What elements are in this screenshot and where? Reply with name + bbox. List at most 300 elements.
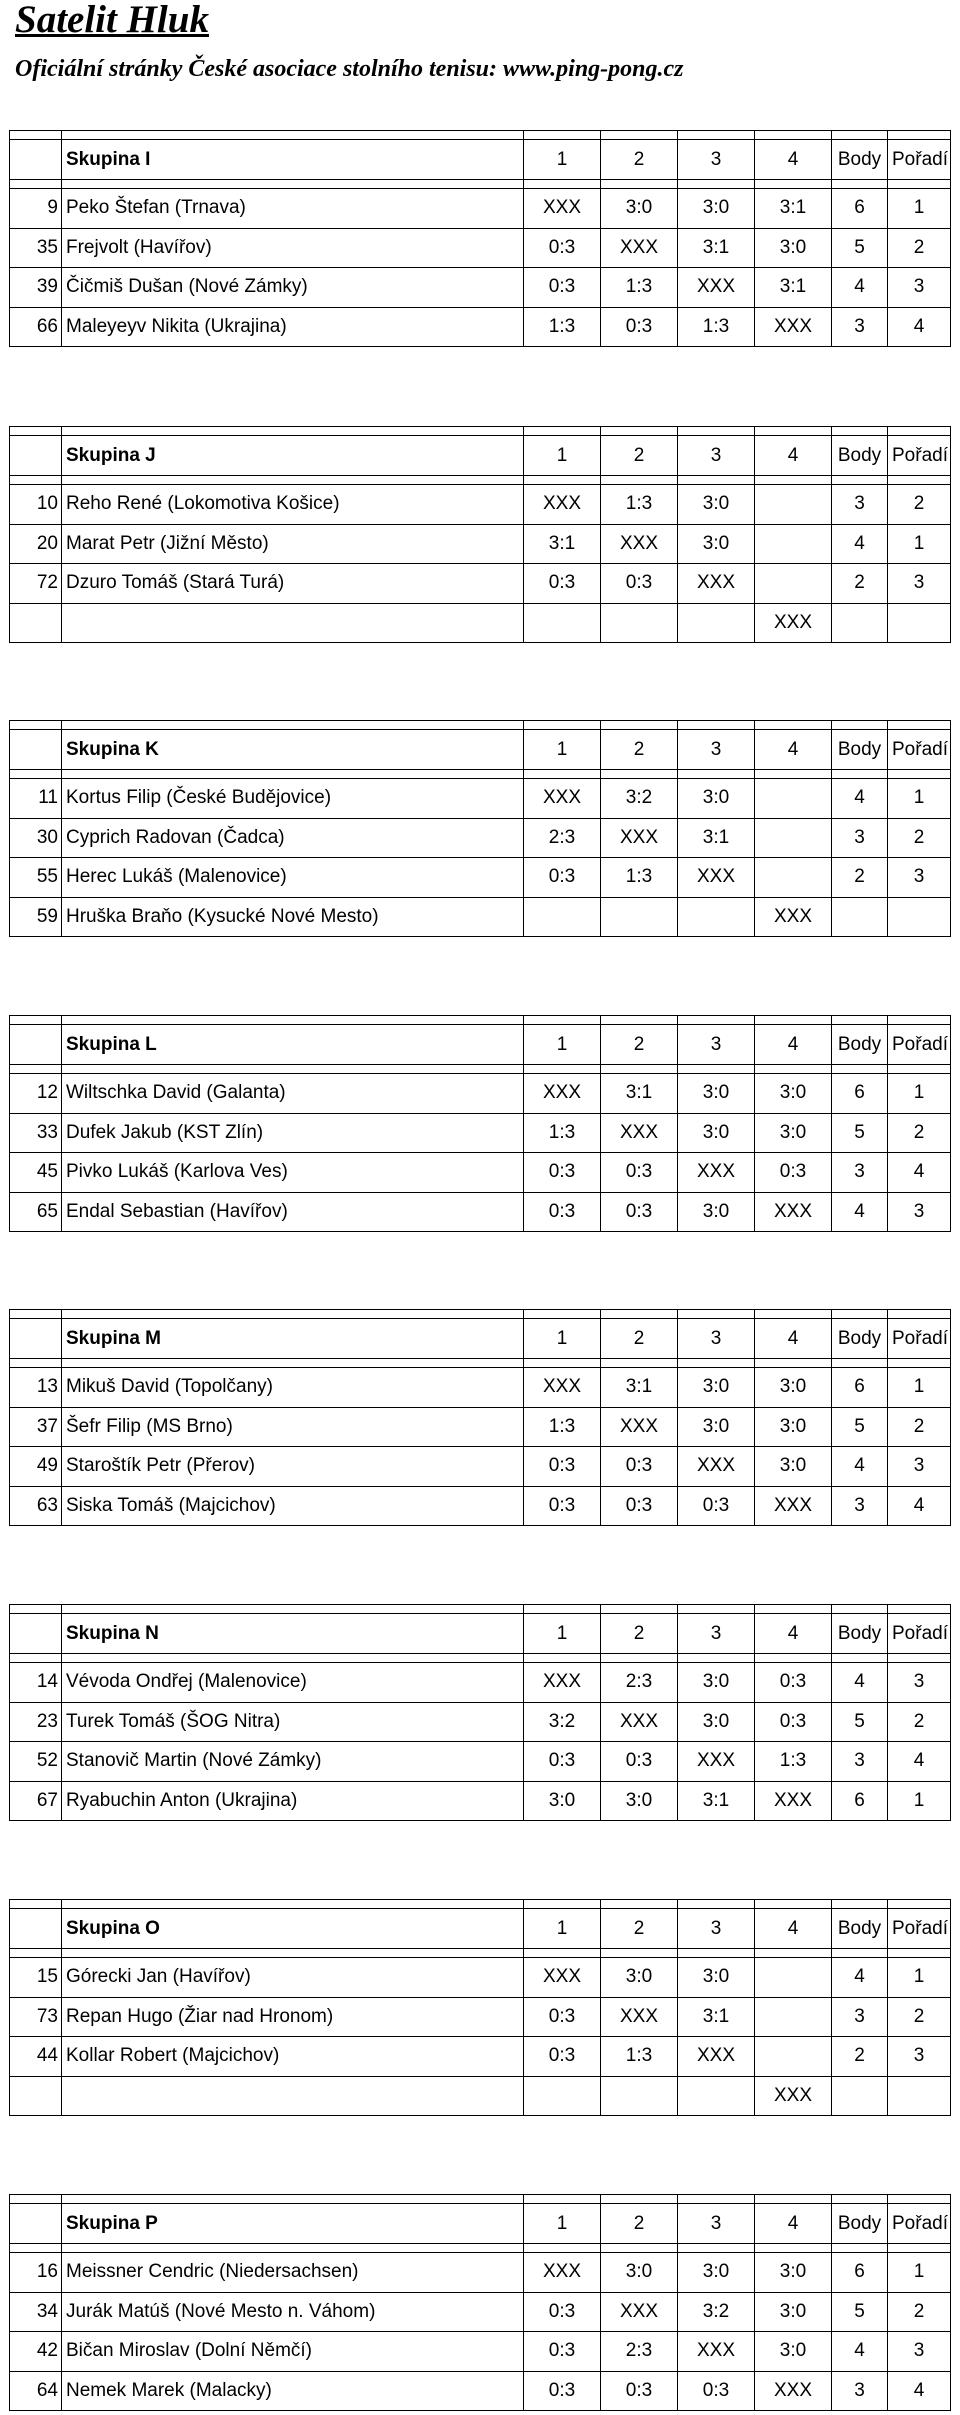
table-row (10, 1153, 951, 1193)
points-value: 3 (832, 1742, 888, 1782)
result-vs-4: XXX (755, 1192, 832, 1232)
points-value: 3 (832, 1486, 888, 1526)
header-col-3: 3 (678, 730, 755, 770)
result-vs-4: 3:0 (755, 1368, 832, 1408)
result-vs-2: XXX (601, 524, 678, 564)
table-row (10, 485, 951, 525)
result-vs-4: 3:1 (755, 189, 832, 229)
header-col-4: 4 (755, 1319, 832, 1359)
header-col-4: 4 (755, 1025, 832, 1065)
result-vs-3: 3:1 (678, 1781, 755, 1821)
result-vs-1: 0:3 (524, 1192, 601, 1232)
result-vs-3: 3:0 (678, 1407, 755, 1447)
result-vs-1: XXX (524, 1958, 601, 1998)
header-points: Body (832, 2204, 888, 2244)
table-row (10, 1742, 951, 1782)
player-name: Bičan Miroslav (Dolní Němčí) (62, 2332, 524, 2372)
points-value: 6 (832, 1781, 888, 1821)
result-vs-4 (755, 858, 832, 898)
seed-number: 10 (10, 485, 62, 525)
table-row (10, 897, 951, 937)
table-row (10, 2076, 951, 2116)
seed-number: 67 (10, 1781, 62, 1821)
header-num-cell (10, 140, 62, 180)
result-vs-3: 3:0 (678, 1113, 755, 1153)
player-name: Frejvolt (Havířov) (62, 228, 524, 268)
group-header-row (10, 1319, 951, 1359)
result-vs-4: XXX (755, 1781, 832, 1821)
points-value: 5 (832, 1407, 888, 1447)
header-points: Body (832, 1909, 888, 1949)
seed-number: 23 (10, 1702, 62, 1742)
group-spacer-row (10, 1949, 951, 1958)
result-vs-2: XXX (601, 818, 678, 858)
seed-number: 34 (10, 2292, 62, 2332)
points-value: 5 (832, 1113, 888, 1153)
result-vs-2: 0:3 (601, 2371, 678, 2411)
table-row (10, 2332, 951, 2372)
group-header-row (10, 436, 951, 476)
points-value: 3 (832, 2371, 888, 2411)
seed-number: 66 (10, 307, 62, 347)
result-vs-4: 1:3 (755, 1742, 832, 1782)
player-name: Ryabuchin Anton (Ukrajina) (62, 1781, 524, 1821)
points-value: 3 (832, 1153, 888, 1193)
points-value (832, 897, 888, 937)
result-vs-3: XXX (678, 1153, 755, 1193)
result-vs-1 (524, 897, 601, 937)
seed-number: 73 (10, 1997, 62, 2037)
result-vs-2: XXX (601, 1407, 678, 1447)
result-vs-1: 0:3 (524, 2037, 601, 2077)
points-value: 2 (832, 564, 888, 604)
header-col-2: 2 (601, 2204, 678, 2244)
result-vs-2 (601, 603, 678, 643)
result-vs-2: 0:3 (601, 307, 678, 347)
result-vs-2: 0:3 (601, 564, 678, 604)
header-col-1: 1 (524, 1319, 601, 1359)
result-vs-1: 0:3 (524, 1742, 601, 1782)
order-value: 3 (888, 1447, 951, 1487)
seed-number: 12 (10, 1074, 62, 1114)
seed-number: 39 (10, 268, 62, 308)
table-row (10, 2371, 951, 2411)
header-points: Body (832, 140, 888, 180)
header-col-4: 4 (755, 2204, 832, 2244)
header-order: Pořadí (888, 1025, 951, 1065)
header-col-2: 2 (601, 730, 678, 770)
result-vs-1: 0:3 (524, 2292, 601, 2332)
seed-number: 9 (10, 189, 62, 229)
player-name: Dufek Jakub (KST Zlín) (62, 1113, 524, 1153)
player-name: Staroštík Petr (Přerov) (62, 1447, 524, 1487)
order-value: 3 (888, 1192, 951, 1232)
table-row (10, 564, 951, 604)
seed-number: 42 (10, 2332, 62, 2372)
player-name: Nemek Marek (Malacky) (62, 2371, 524, 2411)
table-row (10, 1074, 951, 1114)
points-value: 6 (832, 1074, 888, 1114)
result-vs-2: XXX (601, 1113, 678, 1153)
seed-number: 55 (10, 858, 62, 898)
seed-number: 52 (10, 1742, 62, 1782)
table-row (10, 1958, 951, 1998)
result-vs-4: XXX (755, 603, 832, 643)
table-row (10, 268, 951, 308)
order-value: 1 (888, 779, 951, 819)
header-order: Pořadí (888, 1319, 951, 1359)
group-name: Skupina N (62, 1614, 524, 1654)
table-row (10, 307, 951, 347)
player-name: Čičmiš Dušan (Nové Zámky) (62, 268, 524, 308)
result-vs-1: XXX (524, 1663, 601, 1703)
group-name: Skupina P (62, 2204, 524, 2244)
header-points: Body (832, 1614, 888, 1654)
result-vs-3: 3:0 (678, 1663, 755, 1703)
seed-number (10, 603, 62, 643)
seed-number: 63 (10, 1486, 62, 1526)
order-value: 4 (888, 1742, 951, 1782)
order-value: 1 (888, 189, 951, 229)
header-order: Pořadí (888, 140, 951, 180)
header-points: Body (832, 1319, 888, 1359)
header-col-1: 1 (524, 1614, 601, 1654)
group-table (9, 2194, 951, 2411)
points-value: 6 (832, 1368, 888, 1408)
group-name: Skupina M (62, 1319, 524, 1359)
group-spacer-row (10, 1654, 951, 1663)
group-spacer-row (10, 1359, 951, 1368)
seed-number: 35 (10, 228, 62, 268)
player-name (62, 603, 524, 643)
points-value: 4 (832, 1447, 888, 1487)
result-vs-4 (755, 2037, 832, 2077)
result-vs-2: XXX (601, 1702, 678, 1742)
header-order: Pořadí (888, 1909, 951, 1949)
table-row (10, 2292, 951, 2332)
header-points: Body (832, 436, 888, 476)
points-value: 4 (832, 268, 888, 308)
header-col-3: 3 (678, 2204, 755, 2244)
points-value: 4 (832, 1958, 888, 1998)
group-name: Skupina I (62, 140, 524, 180)
group-name: Skupina K (62, 730, 524, 770)
result-vs-3: 3:0 (678, 485, 755, 525)
group-header-row (10, 1025, 951, 1065)
result-vs-1: 0:3 (524, 1486, 601, 1526)
player-name: Endal Sebastian (Havířov) (62, 1192, 524, 1232)
points-value: 4 (832, 2332, 888, 2372)
order-value: 3 (888, 858, 951, 898)
order-value: 2 (888, 1113, 951, 1153)
player-name: Siska Tomáš (Majcichov) (62, 1486, 524, 1526)
points-value: 4 (832, 1663, 888, 1703)
header-order: Pořadí (888, 436, 951, 476)
result-vs-1: 0:3 (524, 1153, 601, 1193)
result-vs-1: 3:0 (524, 1781, 601, 1821)
group-spacer-row (10, 1065, 951, 1074)
result-vs-3: 3:1 (678, 228, 755, 268)
result-vs-2 (601, 2076, 678, 2116)
seed-number: 45 (10, 1153, 62, 1193)
result-vs-4 (755, 1958, 832, 1998)
table-row (10, 818, 951, 858)
result-vs-2: 3:1 (601, 1074, 678, 1114)
result-vs-1: 1:3 (524, 1113, 601, 1153)
result-vs-1: 2:3 (524, 818, 601, 858)
order-value: 2 (888, 1997, 951, 2037)
group-table (9, 1015, 951, 1232)
result-vs-2: 3:0 (601, 1781, 678, 1821)
points-value: 6 (832, 2253, 888, 2293)
player-name: Mikuš David (Topolčany) (62, 1368, 524, 1408)
table-row (10, 779, 951, 819)
result-vs-1 (524, 603, 601, 643)
points-value (832, 603, 888, 643)
result-vs-3: 3:2 (678, 2292, 755, 2332)
group-spacer-row (10, 2195, 951, 2204)
player-name: Jurák Matúš (Nové Mesto n. Váhom) (62, 2292, 524, 2332)
seed-number: 37 (10, 1407, 62, 1447)
result-vs-4 (755, 524, 832, 564)
player-name: Repan Hugo (Žiar nad Hronom) (62, 1997, 524, 2037)
result-vs-4: 0:3 (755, 1663, 832, 1703)
points-value: 3 (832, 307, 888, 347)
result-vs-4: 0:3 (755, 1153, 832, 1193)
header-points: Body (832, 1025, 888, 1065)
result-vs-2: 2:3 (601, 1663, 678, 1703)
group-table (9, 720, 951, 937)
table-row (10, 1192, 951, 1232)
points-value: 5 (832, 228, 888, 268)
player-name: Dzuro Tomáš (Stará Turá) (62, 564, 524, 604)
result-vs-2: 3:1 (601, 1368, 678, 1408)
page-title: Satelit Hluk (15, 0, 209, 41)
result-vs-2: XXX (601, 2292, 678, 2332)
result-vs-2: 0:3 (601, 1447, 678, 1487)
seed-number: 16 (10, 2253, 62, 2293)
result-vs-1: 0:3 (524, 2371, 601, 2411)
header-col-2: 2 (601, 1614, 678, 1654)
header-num-cell (10, 1319, 62, 1359)
result-vs-3: 3:0 (678, 1074, 755, 1114)
seed-number: 72 (10, 564, 62, 604)
order-value: 1 (888, 1368, 951, 1408)
points-value: 4 (832, 779, 888, 819)
seed-number: 30 (10, 818, 62, 858)
points-value: 3 (832, 485, 888, 525)
result-vs-3: 3:0 (678, 1192, 755, 1232)
result-vs-3: XXX (678, 2037, 755, 2077)
table-row (10, 1113, 951, 1153)
result-vs-4: 0:3 (755, 1702, 832, 1742)
player-name: Peko Štefan (Trnava) (62, 189, 524, 229)
result-vs-1: XXX (524, 485, 601, 525)
result-vs-4: 3:0 (755, 228, 832, 268)
header-col-1: 1 (524, 2204, 601, 2244)
result-vs-2: 1:3 (601, 2037, 678, 2077)
result-vs-3 (678, 897, 755, 937)
order-value: 4 (888, 307, 951, 347)
result-vs-3: XXX (678, 268, 755, 308)
player-name (62, 2076, 524, 2116)
order-value: 3 (888, 2037, 951, 2077)
result-vs-4: 3:0 (755, 2292, 832, 2332)
header-col-3: 3 (678, 1909, 755, 1949)
group-header-row (10, 730, 951, 770)
group-header-row (10, 1614, 951, 1654)
result-vs-2: 1:3 (601, 485, 678, 525)
group-header-row (10, 1909, 951, 1949)
player-name: Cyprich Radovan (Čadca) (62, 818, 524, 858)
result-vs-2: 0:3 (601, 1486, 678, 1526)
header-num-cell (10, 730, 62, 770)
player-name: Stanovič Martin (Nové Zámky) (62, 1742, 524, 1782)
order-value: 2 (888, 485, 951, 525)
result-vs-3: XXX (678, 1742, 755, 1782)
result-vs-3: 3:0 (678, 189, 755, 229)
result-vs-3: 3:0 (678, 779, 755, 819)
header-col-2: 2 (601, 1025, 678, 1065)
result-vs-4: XXX (755, 2371, 832, 2411)
group-name: Skupina O (62, 1909, 524, 1949)
result-vs-1: XXX (524, 779, 601, 819)
result-vs-3: XXX (678, 1447, 755, 1487)
result-vs-2: 3:0 (601, 2253, 678, 2293)
points-value: 3 (832, 1997, 888, 2037)
order-value: 2 (888, 228, 951, 268)
group-spacer-row (10, 131, 951, 140)
header-col-4: 4 (755, 140, 832, 180)
group-spacer-row (10, 721, 951, 730)
group-spacer-row (10, 2244, 951, 2253)
result-vs-2: 1:3 (601, 858, 678, 898)
result-vs-2: XXX (601, 228, 678, 268)
table-row (10, 1663, 951, 1703)
result-vs-3: 3:0 (678, 524, 755, 564)
group-header-row (10, 2204, 951, 2244)
result-vs-1: 1:3 (524, 1407, 601, 1447)
group-spacer-row (10, 1605, 951, 1614)
order-value: 4 (888, 1486, 951, 1526)
points-value: 3 (832, 818, 888, 858)
player-name: Šefr Filip (MS Brno) (62, 1407, 524, 1447)
points-value: 5 (832, 1702, 888, 1742)
table-row (10, 1407, 951, 1447)
table-row (10, 2253, 951, 2293)
result-vs-4: 3:0 (755, 2253, 832, 2293)
group-spacer-row (10, 1900, 951, 1909)
group-spacer-row (10, 180, 951, 189)
group-spacer-row (10, 476, 951, 485)
order-value: 1 (888, 524, 951, 564)
group-spacer-row (10, 427, 951, 436)
result-vs-1: 0:3 (524, 268, 601, 308)
header-col-2: 2 (601, 1909, 678, 1949)
header-col-1: 1 (524, 730, 601, 770)
header-col-1: 1 (524, 140, 601, 180)
order-value: 3 (888, 1663, 951, 1703)
result-vs-3: 0:3 (678, 2371, 755, 2411)
result-vs-1: 3:1 (524, 524, 601, 564)
group-table (9, 1604, 951, 1821)
header-points: Body (832, 730, 888, 770)
result-vs-2: 3:0 (601, 1958, 678, 1998)
player-name: Wiltschka David (Galanta) (62, 1074, 524, 1114)
seed-number: 11 (10, 779, 62, 819)
order-value: 3 (888, 268, 951, 308)
points-value: 2 (832, 2037, 888, 2077)
result-vs-4: XXX (755, 1486, 832, 1526)
table-row (10, 189, 951, 229)
result-vs-4: 3:1 (755, 268, 832, 308)
player-name: Meissner Cendric (Niedersachsen) (62, 2253, 524, 2293)
table-row (10, 1368, 951, 1408)
points-value: 2 (832, 858, 888, 898)
result-vs-1: 0:3 (524, 1447, 601, 1487)
seed-number: 65 (10, 1192, 62, 1232)
result-vs-3 (678, 2076, 755, 2116)
header-num-cell (10, 2204, 62, 2244)
seed-number: 49 (10, 1447, 62, 1487)
table-row (10, 2037, 951, 2077)
result-vs-4: XXX (755, 2076, 832, 2116)
result-vs-4: 3:0 (755, 1074, 832, 1114)
result-vs-1: 0:3 (524, 2332, 601, 2372)
order-value: 3 (888, 2332, 951, 2372)
table-row (10, 1781, 951, 1821)
header-order: Pořadí (888, 730, 951, 770)
table-row (10, 228, 951, 268)
points-value: 5 (832, 2292, 888, 2332)
order-value: 1 (888, 2253, 951, 2293)
header-num-cell (10, 1025, 62, 1065)
player-name: Hruška Braňo (Kysucké Nové Mesto) (62, 897, 524, 937)
result-vs-3: XXX (678, 564, 755, 604)
result-vs-4: XXX (755, 307, 832, 347)
result-vs-1: XXX (524, 2253, 601, 2293)
result-vs-3: XXX (678, 858, 755, 898)
seed-number: 64 (10, 2371, 62, 2411)
result-vs-2: 1:3 (601, 268, 678, 308)
seed-number: 59 (10, 897, 62, 937)
group-spacer-row (10, 1016, 951, 1025)
result-vs-2: 3:0 (601, 189, 678, 229)
header-num-cell (10, 1614, 62, 1654)
result-vs-1: XXX (524, 1074, 601, 1114)
seed-number (10, 2076, 62, 2116)
header-col-4: 4 (755, 1909, 832, 1949)
result-vs-1: XXX (524, 189, 601, 229)
result-vs-3: 3:0 (678, 1958, 755, 1998)
header-col-3: 3 (678, 1319, 755, 1359)
player-name: Marat Petr (Jižní Město) (62, 524, 524, 564)
header-col-4: 4 (755, 730, 832, 770)
header-col-3: 3 (678, 1025, 755, 1065)
header-col-1: 1 (524, 436, 601, 476)
result-vs-1: 0:3 (524, 228, 601, 268)
result-vs-4: XXX (755, 897, 832, 937)
result-vs-1 (524, 2076, 601, 2116)
player-name: Maleyeyv Nikita (Ukrajina) (62, 307, 524, 347)
header-col-2: 2 (601, 140, 678, 180)
points-value (832, 2076, 888, 2116)
points-value: 4 (832, 524, 888, 564)
header-col-3: 3 (678, 436, 755, 476)
result-vs-3: 3:1 (678, 1997, 755, 2037)
result-vs-3: 1:3 (678, 307, 755, 347)
result-vs-3: 3:0 (678, 1702, 755, 1742)
